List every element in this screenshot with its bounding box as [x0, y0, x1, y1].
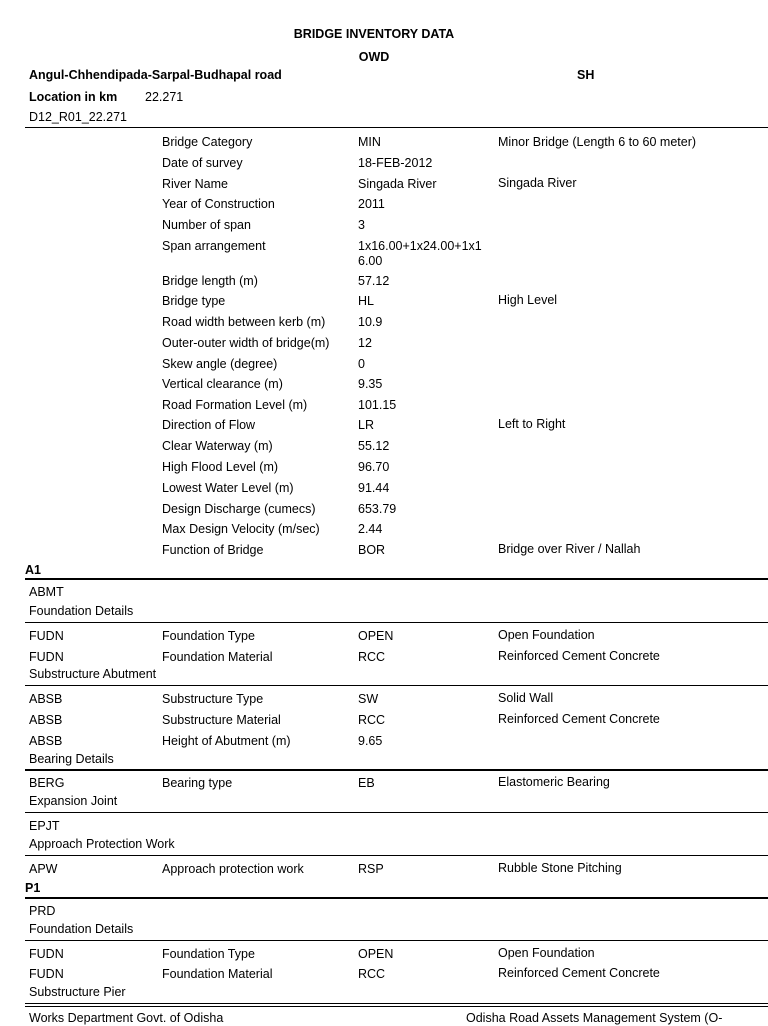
general-label: Direction of Flow: [162, 418, 256, 432]
general-code: LR: [358, 418, 374, 432]
row-code: FUDN: [29, 947, 64, 961]
section-p1-divider: [25, 897, 768, 899]
general-label: Bridge Category: [162, 135, 253, 149]
row-label: Bearing type: [162, 776, 233, 790]
row-label: Substructure Material: [162, 713, 281, 727]
general-label: Max Design Velocity (m/sec): [162, 522, 320, 536]
page-title: BRIDGE INVENTORY DATA: [293, 27, 455, 41]
row-label: Approach protection work: [162, 862, 304, 876]
row-value: RSP: [358, 862, 384, 876]
general-code: 55.12: [358, 439, 390, 453]
section-a1-title: A1: [25, 563, 41, 577]
row-label: Foundation Material: [162, 967, 273, 981]
expansion-heading: Expansion Joint: [29, 794, 118, 808]
foundation-details-heading: Foundation Details: [29, 922, 134, 936]
substructure-heading: Substructure Abutment: [29, 667, 157, 681]
row-value: RCC: [358, 713, 386, 727]
general-code: 57.12: [358, 274, 390, 288]
row-value: EB: [358, 776, 375, 790]
divider: [25, 940, 768, 941]
row-code: ABSB: [29, 734, 63, 748]
general-label: Lowest Water Level (m): [162, 481, 294, 495]
general-code: 10.9: [358, 315, 383, 329]
row-code: FUDN: [29, 967, 64, 981]
row-label: Substructure Type: [162, 692, 264, 706]
road-name: Angul-Chhendipada-Sarpal-Budhapal road: [29, 68, 282, 82]
row-value: OPEN: [358, 629, 394, 643]
general-label: Span arrangement: [162, 239, 266, 253]
row-desc: Reinforced Cement Concrete: [498, 649, 660, 663]
row-desc: Open Foundation: [498, 628, 595, 642]
abmt-code: ABMT: [29, 585, 64, 599]
bearing-heading: Bearing Details: [29, 752, 114, 766]
road-class: SH: [577, 68, 595, 82]
divider: [25, 769, 768, 771]
general-code: 0: [358, 357, 365, 371]
general-desc: High Level: [498, 293, 558, 307]
general-label: Bridge type: [162, 294, 226, 308]
general-label: Function of Bridge: [162, 543, 264, 557]
general-code: 9.35: [358, 377, 383, 391]
general-code: 18-FEB-2012: [358, 156, 433, 170]
general-code: 12: [358, 336, 372, 350]
general-code: MIN: [358, 135, 381, 149]
row-code: FUDN: [29, 629, 64, 643]
general-code: 96.70: [358, 460, 390, 474]
general-code: 2011: [358, 197, 385, 211]
row-value: SW: [358, 692, 379, 706]
row-code: APW: [29, 862, 58, 876]
row-code: ABSB: [29, 692, 63, 706]
general-code: 101.15: [358, 398, 397, 412]
general-code: HL: [358, 294, 374, 308]
row-code: BERG: [29, 776, 65, 790]
bridge-id: D12_R01_22.271: [29, 110, 127, 124]
page-subtitle: OWD: [358, 50, 390, 64]
row-value: OPEN: [358, 947, 394, 961]
general-label: Number of span: [162, 218, 251, 232]
location-label: Location in km: [29, 90, 118, 104]
general-label: Outer-outer width of bridge(m): [162, 336, 330, 350]
divider: [25, 685, 768, 686]
general-label: Clear Waterway (m): [162, 439, 273, 453]
general-label: Vertical clearance (m): [162, 377, 283, 391]
general-label: Skew angle (degree): [162, 357, 278, 371]
general-desc: Bridge over River / Nallah: [498, 542, 641, 556]
general-desc: Minor Bridge (Length 6 to 60 meter): [498, 135, 697, 149]
row-desc: Solid Wall: [498, 691, 554, 705]
approach-heading: Approach Protection Work: [29, 837, 175, 851]
general-code: Singada River: [358, 177, 437, 191]
row-desc: Open Foundation: [498, 946, 595, 960]
footer-right: Odisha Road Assets Management System (O-: [466, 1011, 723, 1025]
row-label: Foundation Material: [162, 650, 273, 664]
divider: [25, 622, 768, 623]
row-desc: Elastomeric Bearing: [498, 775, 610, 789]
row-value: RCC: [358, 650, 386, 664]
divider: [25, 812, 768, 813]
location-value: 22.271: [145, 90, 184, 104]
row-label: Foundation Type: [162, 629, 255, 643]
general-code: BOR: [358, 543, 386, 557]
header-divider: [25, 127, 768, 128]
general-label: Road Formation Level (m): [162, 398, 308, 412]
general-label: Year of Construction: [162, 197, 275, 211]
footer-left: Works Department Govt. of Odisha: [29, 1011, 224, 1025]
row-label: Height of Abutment (m): [162, 734, 291, 748]
row-desc: Reinforced Cement Concrete: [498, 966, 660, 980]
row-code: FUDN: [29, 650, 64, 664]
section-a1-divider: [25, 578, 768, 580]
general-code: 2.44: [358, 522, 383, 536]
footer-divider: [25, 1006, 768, 1007]
substructure-heading: Substructure Pier: [29, 985, 126, 999]
row-value: 9.65: [358, 734, 383, 748]
general-label: Bridge length (m): [162, 274, 258, 288]
general-code: 3: [358, 218, 365, 232]
general-label: High Flood Level (m): [162, 460, 279, 474]
row-code: ABSB: [29, 713, 63, 727]
general-code: 1x16.00+1x24.00+1x16.00: [358, 239, 482, 268]
general-code: 653.79: [358, 502, 397, 516]
general-label: Road width between kerb (m): [162, 315, 326, 329]
row-desc: Rubble Stone Pitching: [498, 861, 622, 875]
row-value: RCC: [358, 967, 386, 981]
prd-code: PRD: [29, 904, 56, 918]
expansion-code: EPJT: [29, 819, 60, 833]
general-desc: Singada River: [498, 176, 577, 190]
general-label: River Name: [162, 177, 228, 191]
row-desc: Reinforced Cement Concrete: [498, 712, 660, 726]
row-label: Foundation Type: [162, 947, 255, 961]
general-desc: Left to Right: [498, 417, 566, 431]
section-p1-title: P1: [25, 881, 41, 895]
general-label: Design Discharge (cumecs): [162, 502, 316, 516]
foundation-details-heading: Foundation Details: [29, 604, 134, 618]
footer-divider: [25, 1003, 768, 1004]
general-code: 91.44: [358, 481, 390, 495]
divider: [25, 855, 768, 856]
general-label: Date of survey: [162, 156, 243, 170]
